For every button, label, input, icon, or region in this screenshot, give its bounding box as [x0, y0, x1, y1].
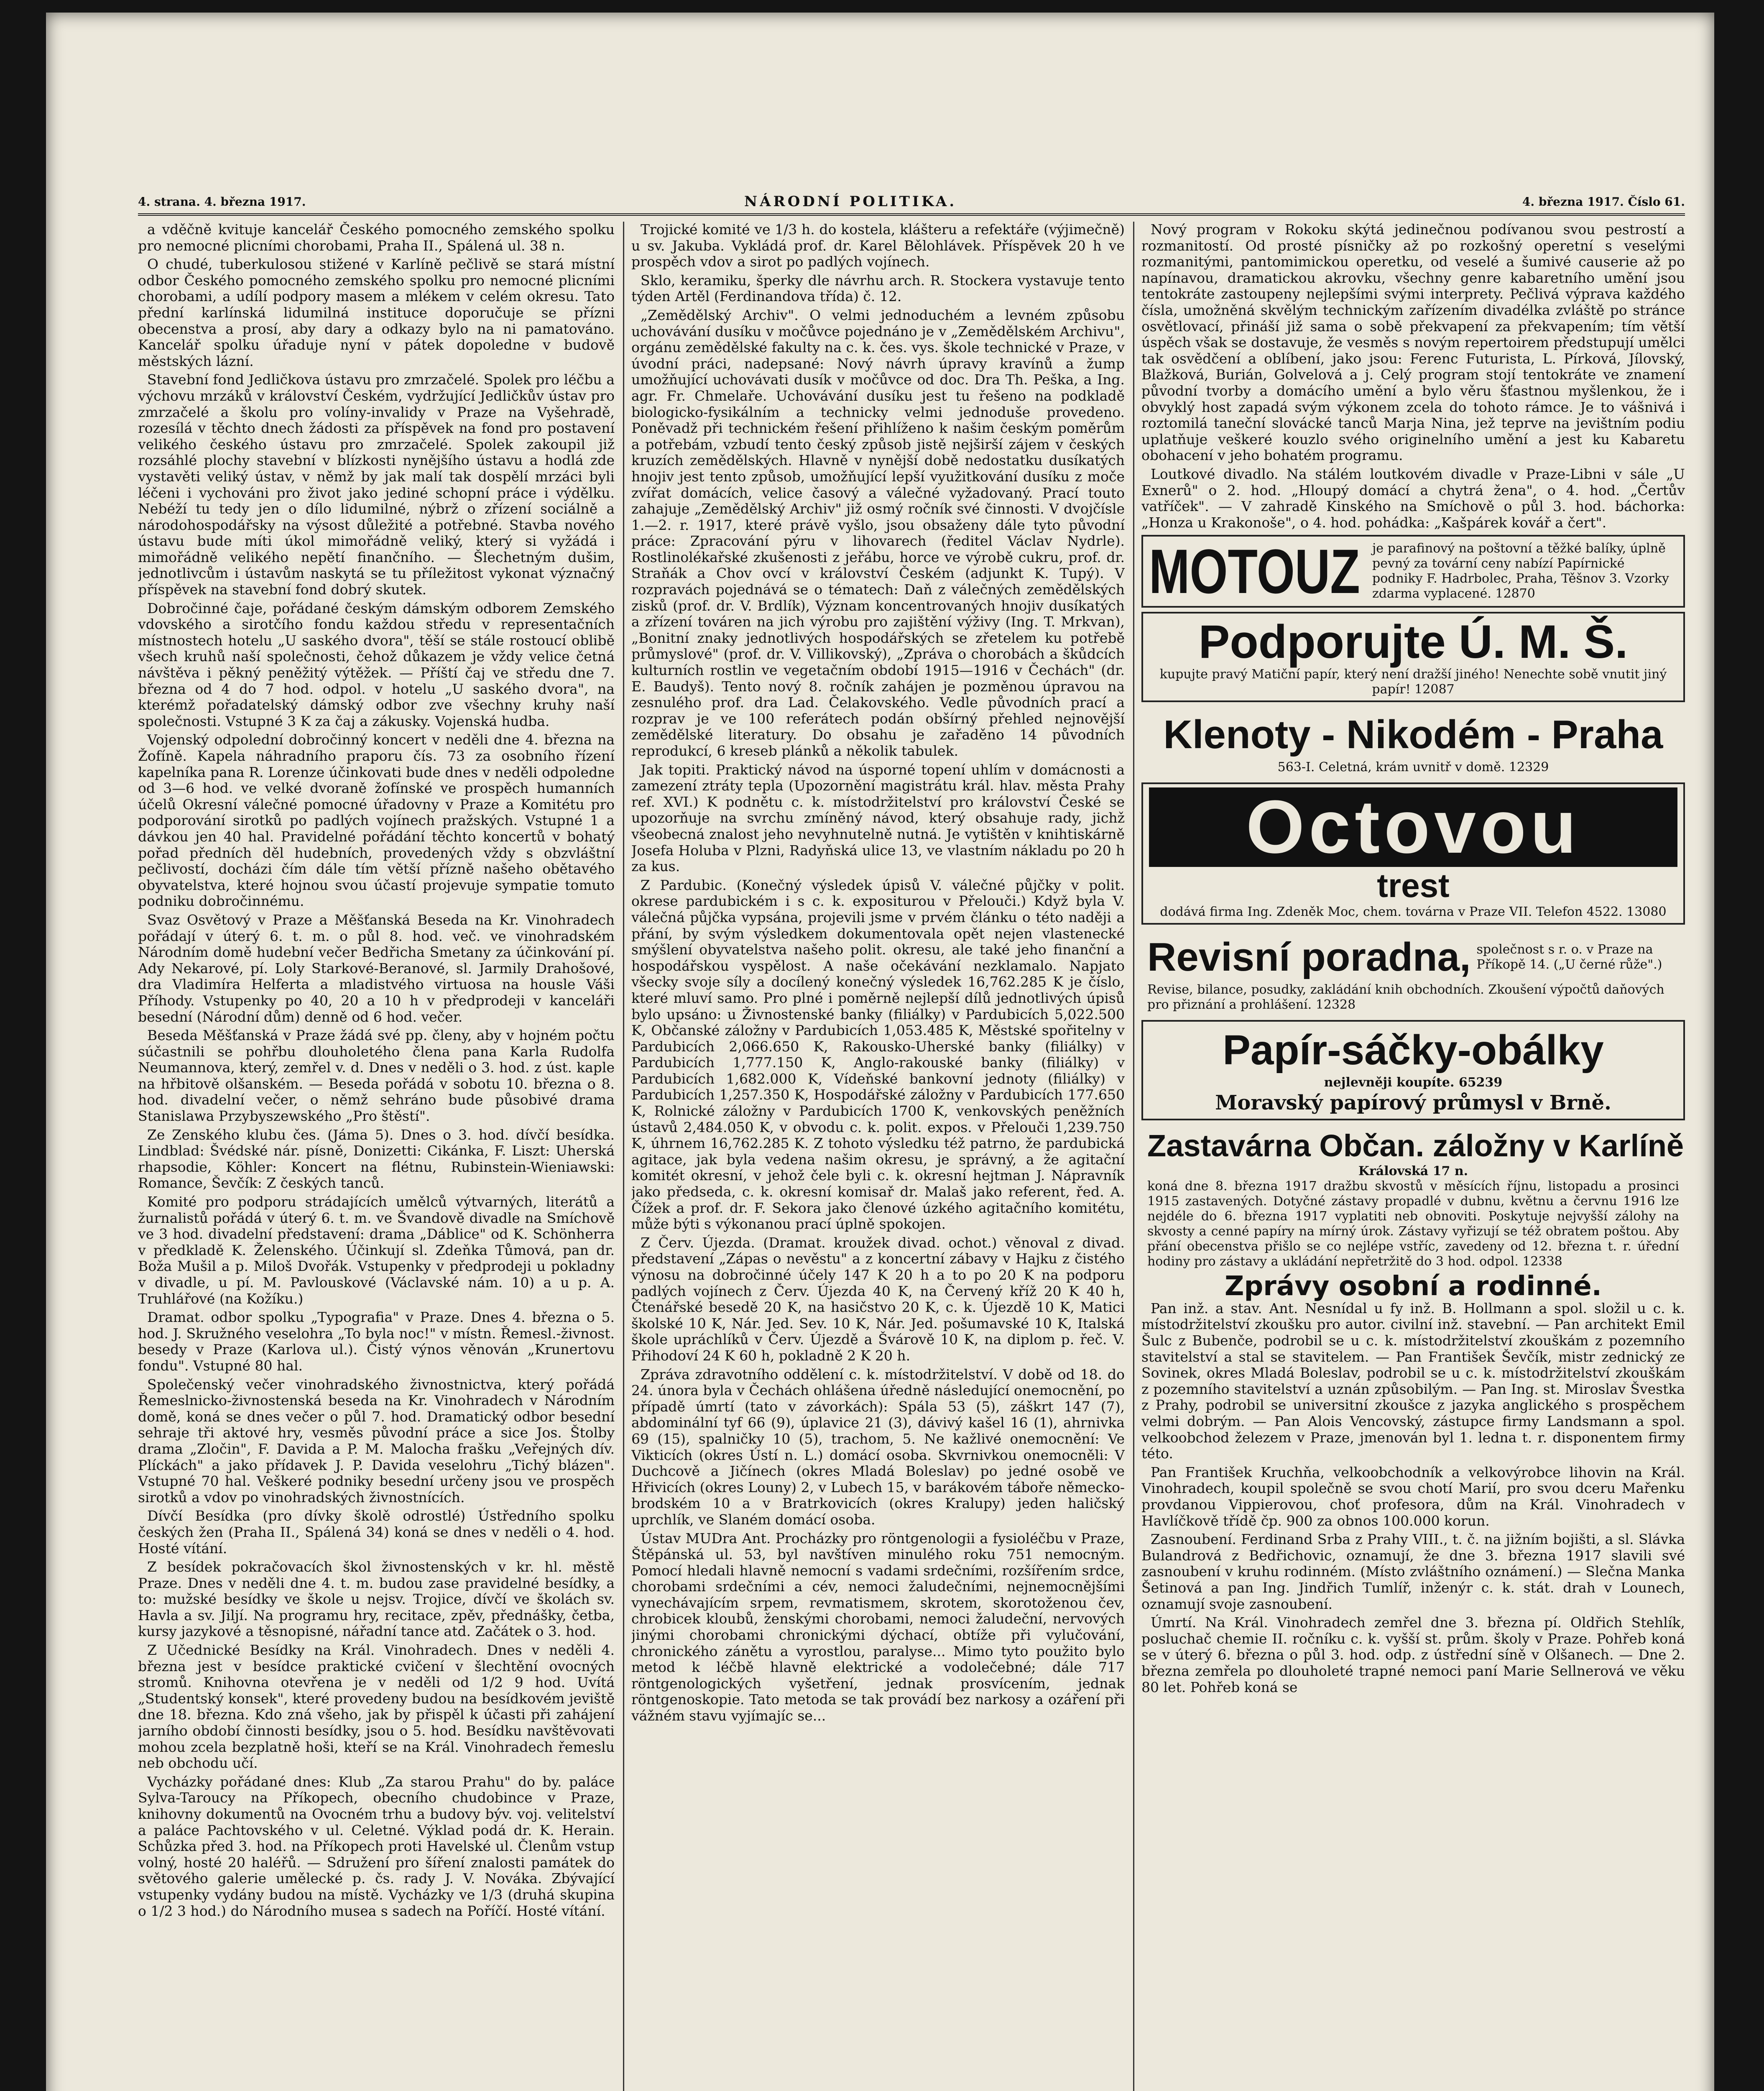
- article: Nový program v Rokoku skýtá jedinečnou podívanou svou pestrostí a rozmanitostí. Od prosté písničky až po rozkošný operetní s veselými rozmanitými, pantomimickou operetku, od veselé a šumivé causerie až po napínavou, dramatickou akrovku, všechny genre kabaretního umění jsou tentokráte zastoupeny nejlepšími svými interprety. Pečlivá výprava každého čísla, umožněná skvělým technickým zařízením divadélka zvláště po stránce osvětlovací, přináší již sama o sobě překvapení za překvapením; tím větší úspěch však se dostavuje, že vesměs s novým repertoirem předstupují umělci tak osvědčení a oblíbení, jako jsou: Ferenc Futurista, L. Pírková, Jílovský, Blažková, Burián, Golvelová a j. Celý program stojí tentokráte ve znamení původní tvorby a domácího umění a bylo věru šťastnou myšlenkou, že i obvyklý host zapadá svým výkonem zcela do tohoto rámce. Je to vášnivá i roztomilá taneční slovácké tanců Marja Nina, jež teprve na jevištním podiu uplatňuje veškeré kouzlo svého originelního umění a jest ku Kabaretu obohacení v jeho bohatém programu.: [1141, 222, 1685, 464]
- article: Jak topiti. Praktický návod na úsporné topení uhlím v domácnosti a zamezení ztráty tepla (Upozornění magistrátu král. hlav. města Prahy ref. XVI.) K podnětu c. k. místodržitelství pro království České se upozorňuje na svrchu zmíněný návod, který obsahuje rady, jichž všeobecná znalost jeho nevyhnutelně nutná. Je vytištěn v knihtiskárně Josefa Holuba v Plzni, Radyňská ulice 13, ve vlastním nákladu po 20 h za kus.: [631, 761, 1125, 875]
- header-date-left: 4. strana. 4. března 1917.: [138, 195, 306, 209]
- ad-zastavarna-text: koná dne 8. března 1917 dražbu skvostů v měsících říjnu, listopadu a prosinci 1915 zastavených. Dotyčné zástavy propadlé v dubnu, květnu a červnu 1916 lze nejdéle do 6. března 1917 vyplatiti neb obnoviti. Poskytuje nejvyšší zálohy na skvosty a cenné papíry na mírný úrok. Zástavy vyřizují se též obratem poštou. Aby přání obecenstva přišlo se co nejlépe vstříc, zavedeny od 12. března t. r. úřední hodiny pro zástavy a ukládání nepřetržitě do 3 hod. odpol. 12338: [1147, 1179, 1679, 1269]
- column-1: [138, 222, 615, 2091]
- article: Dramat. odbor spolku „Typografia" v Praze. Dnes 4. března o 5. hod. J. Skružného veselohra „To byla noc!" v místn. Řemesl.-živnost. besedy v Praze (Karlova ul.). Čistý výnos věnován „Krunertovu fondu". Vstupné 80 hal.: [138, 1309, 615, 1374]
- ad-podporujte-text: kupujte pravý Matiční papír, který není dražší jiného! Nenechte sobě vnutit jiný papír! 12087: [1159, 667, 1667, 697]
- article: „Zemědělský Archiv". O velmi jednoduchém a levném způsobu uchovávání dusíku v močůvce pojednáno je v „Zemědělském Archivu", orgánu zemědělské fakulty na c. k. čes. vys. škole technické v Praze, v úvodní práci, nadepsané: Nový návrh úpravy kravínů a žump umožňující uchovávati dusík v močůvce od doc. Dra Th. Peška, a Ing. agr. Fr. Chmelaře. Uchovávání dusíku jest tu řešeno na podkladě biologicko-fysikálním a technicky velmi jednoduše provedeno. Poněvadž při technickém řešení přihlíženo k našim českým poměrům a potřebám, vzbudí tento český způsob jistě nejširší zájem v českých kruzích zemědělských. Hlavně v nynější době nedostatku dusíkatých hnojiv jest tento způsob, umožňující lepší využitkování dusíku z moče zvířat domácích, velice časový a válečné vyžadovaný. Prací touto zahajuje „Zemědělský Archiv" již osmý ročník své činnosti. V dvojčísle 1.—2. r. 1917, které právě vyšlo, jsou obsaženy dále tyto původní práce: Zpracování pýru v lihovarech (ředitel Václav Nydrle). Rostlinolékařské zkušenosti z jeřábu, horce ve výrobě cukru, prof. dr. Straňák a Chov ovcí v království Českém (adjunkt K. Tupý). V rozpravách pojednává se o tématech: Daň z válečných zemědělských zisků (prof. dr. V. Brdlík), Význam koncentrovaných hnojiv dusíkatých a zřízení továren na jich výrobu pro zajištění výživy (Ing. T. Mrkvan), „Bonitní znaky jednotlivých hospodářských se zřetelem ku potřebě průmyslové" (prof. dr. V. Villikovský), „Zpráva o chorobách a škůdcích kulturních rostlin ve vegetačním období 1915—1916 v Čechách" (dr. E. Baudyš). Tento nový 8. ročník zahájen je pozměnou úpravou na zesnulého prof. dra Lad. Čelakovského. Vedle původních prací a rozprav je ve 100 referátech podán obšírný přehled nejnovější zemědělské literatury. Do obsahu je zařaděno 14 původních reprodukcí, 6 kreseb plánků a několik tabulek.: [631, 307, 1125, 759]
- article: Pan inž. a stav. Ant. Nesnídal u fy inž. B. Hollmann a spol. složil u c. k. místodržitelství zkoušku pro autor. civilní inž. stavební. — Pan architekt Emil Šulc z Bubenče, podrobil se u c. k. místodržitelství zkouškám z pozemního stavitelství a stal se stavitelem. — Pan František Ševčík, mistr zednický ze Sovinek, okres Mladá Boleslav, podrobil se u c. k. místodržitelství zkouškám z pozemního stavitelství a uznán způsobilým. — Pan Ing. st. Miroslav Švestka z Prahy, podrobil se universitní zkoušce z jazyka anglického s prospěchem velmi dobrým. — Pan Alois Vencovský, zástupce firmy Landsmann a spol. velkoobchod železem v Praze, jmenován byl 1. ledna t. r. disponentem firmy této.: [1141, 1300, 1685, 1462]
- column-2: [631, 222, 1125, 2091]
- ad-octovou: [1141, 782, 1685, 925]
- ad-revisni: [1141, 929, 1685, 1016]
- article: Dívčí Besídka (pro dívky školě odrostlé) Ústředního spolku českých žen (Praha II., Spálená 34) koná se dnes v neděli o 4. hod. Hosté vítání.: [138, 1508, 615, 1557]
- article: Z Červ. Újezda. (Dramat. kroužek divad. ochot.) věnoval z divad. představení „Zápas o nevěstu" a z koncertní zábavy v Hajku z čistého výnosu na dobročinné účely 147 K 20 h a to po 20 K na podporu padlých vojínech z Červ. Újezda 40 K, na Červený kříž 20 K 40 h, Čtenářské besedě 20 K, na hasičstvo 20 K, c. k. Újezdě 10 K, Matici školské 10 K, Nár. Jed. Sev. 10 K, Nár. Jed. pošumavské 10 K, Italská škole upráchlíků v Červ. Újezdě a Švárově 10 K, na diplom p. řeč. V. Přihodoví 24 K 60 h, pokladně 2 K 20 h.: [631, 1234, 1125, 1364]
- header-date-right: 4. března 1917. Číslo 61.: [1522, 195, 1685, 209]
- article: Ze Zenského klubu čes. (Jáma 5). Dnes o 3. hod. dívčí besídka. Lindblad: Švédské nár. písně, Donizetti: Cikánka, F. Liszt: Uherská rhapsodie, Köhler: Koncert na flétnu, Rubinstein-Wieniawski: Romance, Ševčík: Z českých tanců.: [138, 1126, 615, 1191]
- ad-octovou-title: Octovou: [1149, 787, 1677, 867]
- section-heading-personal: Zprávy osobní a rodinné.: [1225, 1271, 1602, 1302]
- article: Pan František Kruchňa, velkoobchodník a velkovýrobce lihovin na Král. Vinohradech, koupil společně se svou chotí Marií, pro svou dceru Mařenku provdanou Vippierovou, choť profesora, dům na Král. Vinohradech v Havlíčkově třídě čp. 900 za obnos 100.000 korun.: [1141, 1464, 1685, 1529]
- column-rule: [623, 222, 624, 2091]
- ad-revisni-title: Revisní poradna,: [1147, 935, 1471, 980]
- article: Ústav MUDra Ant. Procházky pro röntgenologii a fysioléčbu v Praze, Štěpánská ul. 53, byl navštíven minulého roku 751 nemocným. Pomocí hledali hlavně nemocní s vadami srdečními, rozšířením srdce, chorobami srdečními a cév, nemoci žaludečními, nejnemocnějšími vynechávajícím srpem, revmatismem, skrotem, skorotoženou čev, chrobicek kloubů, ženskými chorobami, nemoci žaludeční, nervových jinými chorobami chronickými dýchací, obtíže při vylučování, chronického zánětu a vyrostlou, paralyse... Mimo tyto použito bylo metod k léčbě hlavně elektrické a vodolečebné; dále 717 röntgenologických vyšetření, jednak prosvícením, jednak röntgenoskopie. Tato metoda se tak provádí bez narkosy a ozáření při vážném stavu vyjímajíc se...: [631, 1530, 1125, 1724]
- article: Komité pro podporu strádajících umělců výtvarných, literátů a žurnalistů pořádá v úterý 6. t. m. ve Švandově divadle na Smíchově ve 3 hod. divadelní představení: drama „Dáblice" od K. Schönherra v předkladě K. Želenského. Účinkují sl. Zdeňka Tůmová, pan dr. Boža Mušil a p. Miloš Dvořák. Vstupenky v předprodeji u pokladny v divadle, u pí. M. Pavlouskové (Václavské nám. 10) a u p. A. Truhlářové (na Kožíku.): [138, 1194, 615, 1307]
- ad-motouz-text: je parafinový na poštovní a těžké balíky, úplně pevný za tovární ceny nabízí Papírnické podniky F. Hadrbolec, Praha, Těšnov 3. Vzorky zdarma vyplacené. 12870: [1372, 541, 1669, 601]
- ad-papir-title: Papír-sáčky-obálky: [1223, 1027, 1604, 1074]
- article: Beseda Měšťanská v Praze žádá své pp. členy, aby v hojném počtu súčastnili se pohřbu dlouholetého člena pana Karla Rudolfa Neumannova, který, zemřel v. d. Dnes v neděli o 3. hod. z úst. kaple na hřbitově olšanském. — Beseda pořádá v sobotu 10. března o 8. hod. divadelní večer, o němž sehráno bude působivé drama Stanislawa Przybyszewského „Pro štěstí".: [138, 1027, 615, 1125]
- ad-papir: [1141, 1020, 1685, 1120]
- masthead-title: NÁRODNÍ POLITIKA.: [744, 193, 957, 210]
- article: Trojické komité ve 1/3 h. do kostela, klášteru a refektáře (výjimečně) u sv. Jakuba. Vykládá prof. dr. Karel Bělohlávek. Příspěvek 20 h ve prospěch vdov a sirot po padlých vojínech.: [631, 222, 1125, 270]
- ad-klenoty: [1141, 706, 1685, 778]
- ad-podporujte: [1141, 612, 1685, 702]
- newspaper-page: [46, 13, 1714, 2091]
- ad-klenoty-title: Klenoty - Nikodém - Praha: [1163, 712, 1663, 757]
- article: Zpráva zdravotního oddělení c. k. místodržitelství. V době od 18. do 24. února byla v Čechách ohlášena úředně následující onemocnění, po případě úmrtí (tato v závorkách): Spála 53 (5), záškrt 147 (7), abdominální tyf 66 (9), úplavice 21 (3), dávivý kašel 16 (1), ahrnivka 69 (15), spalničky 10 (5), trachom, 5. Ne kažlivé onemocnění: Ve Vikticích (okres Ústí n. L.) domácí osoba. Skvrnivkou onemocněli: V Duchcově a Jičínech (okres Mladá Boleslav) po jedné osobě ve Hřivicích (okres Louny) 2, v Lubech 15, v barákovém táboře německo-brodském 10 a v Bratrkovicích (okres Kralupy) jeden haličský uprchlík, ve Slaném domácí osoba.: [631, 1366, 1125, 1528]
- ad-motouz: [1141, 535, 1685, 608]
- column-3: [1141, 222, 1685, 2091]
- ad-motouz-title: MOTOUZ: [1149, 536, 1360, 607]
- article: Z besídek pokračovacích škol živnostenských v kr. hl. městě Praze. Dnes v neděli dne 4. t. m. budou zase pravidelné besídky, a to: mužské besídky ve škole u nejsv. Trojice, dívčí ve školách sv. Havla a sv. Jiljí. Na programu hry, recitace, zpěv, přednášky, četba, kursy jazykové a těsnopisné, nářadní tance atd. Začátek o 3. hod.: [138, 1559, 615, 1640]
- article: Zasnoubení. Ferdinand Srba z Prahy VIII., t. č. na jižním bojišti, a sl. Slávka Bulandrová z Bedřichovic, oznamují, že dne 3. března 1917 slavili své zasnoubení v kruhu rodinném. (Místo zvláštního oznámení.) — Slečna Manka Šetinová a pan Ing. Jindřich Tumlíř, inženýr c. k. stát. drah v Lounech, oznamují svoje zasnoubení.: [1141, 1531, 1685, 1612]
- article: Dobročinné čaje, pořádané českým dámským odborem Zemského vdovského a sirotčího fondu každou středu v representačních místnostech hotelu „U saského dvora", těší se stále rostoucí oblibě všech kruhů naší společnosti, čehož důkazem je vždy velice četná návštěva i pěkný peněžitý výtěžek. — Příští čaj ve středu dne 7. března od 4 do 7 hod. odpol. v hotelu „U saského dvora", na kterémž pořadatelský dámský odbor zve všechny kruhy naší společnosti. Vstupné 3 K za čaj a zákusky. Vojenská hudba.: [138, 600, 615, 729]
- article: Loutkové divadlo. Na stálém loutkovém divadle v Praze-Libni v sále „U Exnerů" o 2. hod. „Hloupý domácí a chytrá žena", o 4. hod. „Čertův vatříček". — V zahradě Kinského na Smíchově o půl 3. hod. báchorka: „Honza u Krakonoše", o 4. hod. pohádka: „Kašpárek kovář a čert".: [1141, 465, 1685, 531]
- article: Společenský večer vinohradského živnostnictva, který pořádá Řemeslnicko-živnostenská beseda na Kr. Vinohradech v Národním domě, koná se dnes večer o půl 7. hod. Dramatický odbor besední sehraje tři aktové hry, vesměs původní práce a sice Jos. Štolby drama „Zločin", F. Davida a P. M. Malocha frašku „Veřejných dív. Plíckách" a jako přídavek J. P. Davida veselohru „Tichý blázen". Vstupné 70 hal. Veškeré podniky besední určeny jsou ve prospěch sirotků a vdov po vinohradských živnostnících.: [138, 1376, 615, 1506]
- ad-zastavarna-title: Zastavárna Občan. záložny v Karlíně: [1147, 1128, 1684, 1163]
- article: Svaz Osvětový v Praze a Měšťanská Beseda na Kr. Vinohradech pořádají v úterý 6. t. m. o půl 8. hod. več. ve vinohradském Národním domě hudební večer Bedřicha Smetany za účinkování pí. Ady Nekarové, pí. Loly Starkové-Beranové, sl. Jarmily Drahošové, dra Vladimíra Helferta a mladistvého virtuosa na housle Váši Příhody. Vstupenky po 40, 20 a 10 h v předprodeji v kanceláři besední (Národní dům) denně od 6 hod. večer.: [138, 911, 615, 1025]
- ad-zastavarna: [1141, 1125, 1685, 1273]
- ad-podporujte-title: Podporujte Ú. M. Š.: [1198, 616, 1628, 668]
- ad-octovou-text: dodává firma Ing. Zdeněk Moc, chem. továrna v Praze VII. Telefon 4522. 13080: [1160, 905, 1667, 920]
- article: a vděčně kvituje kancelář Českého pomocného zemského spolku pro nemocné plicními chorobami, Praha II., Spálená ul. 38 n.: [138, 222, 615, 254]
- article: Z Učednické Besídky na Král. Vinohradech. Dnes v neděli 4. března jest v besídce praktické cvičení v šlechtění ovocných stromů. Knihovna otevřena je v neděli od 1/2 9 hod. Uvítá „Studentský konsek", které provedeny budou na besídkovém jeviště dne 18. března. Kdo zná všeho, jak by přispěl k účasti při zahájení jarního období činnosti besídky, jsou o 5. hod. Besídku navštěvovati mohou zcela bezplatně hoši, kteří se na Král. Vinohradech řemeslu neb obchodu učí.: [138, 1642, 615, 1771]
- ad-revisni-text: Revise, bilance, posudky, zakládání knih obchodních. Zkoušení výpočtů daňových pro přiznání a prohlášení. 12328: [1147, 982, 1664, 1012]
- article: Vycházky pořádané dnes: Klub „Za starou Prahu" do by. paláce Sylva-Taroucy na Příkopech, obecního chudobince v Praze, knihovny dokumentů na Ovocném trhu a budovy býv. voj. velitelství a paláce Pachtovského v ul. Celetné. Výklad podá dr. K. Herain. Schůzka před 3. hod. na Příkopech proti Havelské ul. Členům vstup volný, hosté 20 haléřů. — Sdružení pro šíření znalosti památek do světového galerie umělecké p. čs. rady J. V. Nováka. Zbývající vstupenky vydány budou na místě. Vycházky ve 1/3 (druhá skupina o 1/2 3 hod.) do Národního musea s sadech na Poříčí. Hosté vítání.: [138, 1773, 615, 1919]
- article: Sklo, keramiku, šperky dle návrhu arch. R. Stockera vystavuje tento týden Artěl (Ferdinandova třída) č. 12.: [631, 272, 1125, 305]
- ad-klenoty-text: 563-I. Celetná, krám uvnitř v domě. 12329: [1277, 760, 1549, 775]
- article: Z Pardubic. (Konečný výsledek úpisů V. válečné půjčky v polit. okrese pardubickém i s c. k. expositurou v Přelouči.) Když byla V. válečná půjčka vypsána, projevili jsme v prvém článku o této naději a přání, by svým výsledkem dokumentovala opět nejen vlastenecké smýšlení obyvatelstva našeho polit. okresu, ale také jeho finanční a hospodářskou vyspělost. A naše očekávání nezklamalo. Napjato všecky svoje síly a docílený konečný výsledek 16,762.285 K je číslo, které mluví samo. Pro plné i poměrně nejlepší dílů jednotlivých úpisů bylo upsáno: u Živnostenské banky (filiálky) v Pardubicích 5,022.500 K, Občanské záložny v Pardubicích 1,053.485 K, Městské spořitelny v Pardubicích 2,066.650 K, Rakousko-Uherské banky (filiálky) v Pardubicích 1,777.150 K, Anglo-rakouské banky (filiálky) v Pardubicích 1,682.000 K, Vídeňské bankovní jednoty (filiálky) v Pardubicích 1,257.350 K, Hospodářské záložny v Pardubicích 177.650 K, Rolnické záložny v Pardubicích 1700 K, venkovských peněžních ústavů 2,484.050 K, v obvodu c. k. polit. expos. v Přelouči 1,239.750 K, úhrnem 16,762.285 K. Z tohoto výsledku též patrno, že pardubická agitace, jak byla vedena našim okresu, je správný, a že agitační komitét okresní, v jehož čele byli c. k. okresní hejtman J. Nápravník jako předseda, c. k. okresní komisař dr. Malaš jako referent, řed. A. Čížek a prof. dr. F. Sekora jako členové úzkého agitačního komitétu, může býti s výkonanou prací úplně spokojen.: [631, 877, 1125, 1232]
- article: Stavební fond Jedličkova ústavu pro zmrzačelé. Spolek pro léčbu a výchovu mrzáků v království Českém, vydržující Jedličkův ústav pro zmrzačelé a školu pro volíny-invalidy v Praze na Vyšehradě, rozesílá v těchto dnech žádosti za příspěvek na fond pro postavení velikého českého ústavu pro zmrzačelé. Spolek zakoupil již rozsáhlé plochy stavební v blízkosti nynějšího ústavu a hodlá zde vystavěti veliký ústav, v němž by jak malí tak dospělí mrzáci byli léčeni i vychováni pro život jako jediné schopní práce i výdělku. Nebéží tu tedy jen o dílo lidumilné, nýbrž o zřízení sociálně a národohospodářsky na výsost důležité a potřebné. Stavba nového ústavu bude míti úkol mimořádně veliký, který si vyžádá i mimořádně velikého nepětí finančního. — Šlechetným dušim, jednotlivcům i ústavům naskytá se tu příležitost vykonat význačný příspěvek na stavební fond dobrý skutek.: [138, 371, 615, 598]
- article: Úmrtí. Na Král. Vinohradech zemřel dne 3. března pí. Oldřich Stehlík, posluchač chemie II. ročníku c. k. vyšší st. prům. školy v Praze. Pohřeb koná se v úterý 6. března o půl 3. hod. odp. z ústřední síně v Olšanech. — Dne 2. března zemřela po dlouholeté trapné nemoci paní Marie Sellnerová ve věku 80 let. Pohřeb koná se: [1141, 1614, 1685, 1695]
- article: Vojenský odpolední dobročinný koncert v neděli dne 4. března na Žofíně. Kapela náhradního praporu čís. 73 za osobního řízení kapelníka pana R. Lorenze účinkovati bude dnes v neděli odpoledne od 3—6 hod. ve velké dvoraně žofínské ve prospěch humanních účelů Okresní válečné pomocné úřadovny v Praze a Komitétu pro podporování sirotků po padlých vojínech pražských. Vstupné 1 a dávkou jen 40 hal. Pravidelné pořádání těchto koncertů v bohatý pořad předních děl hudebních, provedených vždy s obzvláštní pečlivostí, docházi čím dále tím větší přízně našeho obětavého obyvatelstva, které hojnou svou účastí projevuje sympatie tomuto podniku dobročinnému.: [138, 731, 615, 910]
- ad-papir-text: Moravský papírový průmysl v Brně.: [1215, 1091, 1611, 1115]
- ad-papir-sub: nejlevněji koupíte. 65239: [1324, 1075, 1503, 1090]
- page-header: [138, 192, 1685, 216]
- column-rule: [1133, 222, 1134, 2091]
- article: O chudé, tuberkulosou stižené v Karlíně pečlivě se stará místní odbor Českého pomocného zemského spolku pro nemocné plicními chorobami, a udílí podpory masem a mlékem v celém okresu. Tato přední karlínská lidumilná instituce doporučuje se přízni obecenstva a prosí, aby dary a odkazy bylo na ni pamatováno. Kancelář spolku úřaduje nyní v pátek dopoledne v budově městských lázní.: [138, 256, 615, 369]
- ad-revisni-side: společnost s r. o. v Praze na Příkopě 14. („U černé růže".): [1476, 942, 1662, 972]
- ad-octovou-sub: trest: [1377, 867, 1450, 905]
- ad-zastavarna-sub: Královská 17 n.: [1358, 1164, 1468, 1179]
